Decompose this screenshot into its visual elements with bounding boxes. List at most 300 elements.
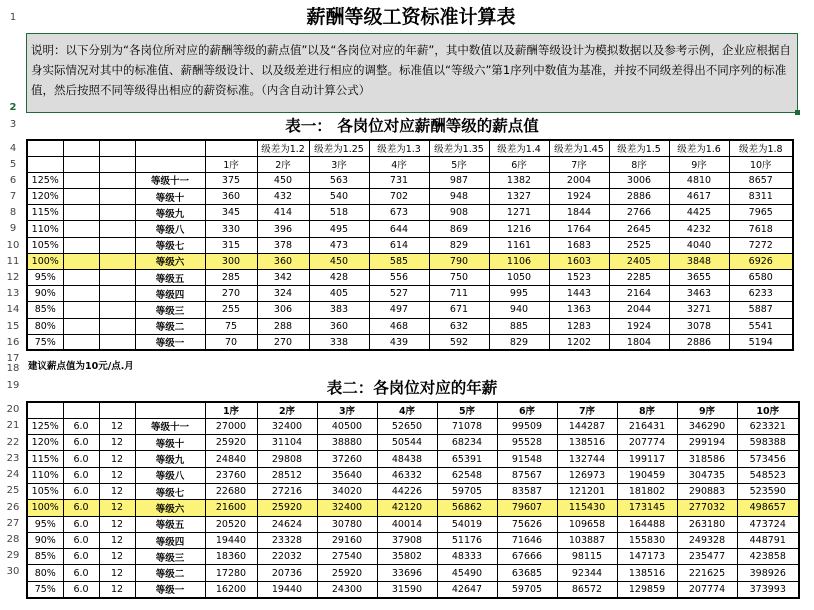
pct-cell[interactable]: 100%: [27, 500, 63, 516]
value-cell[interactable]: 548523: [737, 467, 799, 483]
value-cell[interactable]: 71078: [437, 418, 497, 434]
value-cell[interactable]: 33696: [377, 565, 437, 581]
level-cell[interactable]: 等级二: [135, 318, 205, 334]
value-cell[interactable]: 423858: [737, 549, 799, 565]
value-cell[interactable]: 1106: [489, 253, 549, 269]
empty-cell[interactable]: [63, 140, 99, 156]
value-cell[interactable]: 29808: [257, 451, 317, 467]
level-cell[interactable]: 等级一: [135, 581, 205, 597]
seq-header-cell[interactable]: 4序: [377, 402, 437, 418]
value-cell[interactable]: 383: [309, 302, 369, 318]
pct-cell[interactable]: 120%: [27, 435, 63, 451]
row-number[interactable]: 11: [6, 255, 20, 267]
empty-cell[interactable]: [99, 286, 135, 302]
value-cell[interactable]: 235477: [677, 549, 737, 565]
row-number[interactable]: 20: [6, 403, 20, 415]
value-cell[interactable]: 324: [257, 286, 309, 302]
row-number[interactable]: 17: [6, 352, 20, 364]
value-cell[interactable]: 439: [369, 334, 429, 350]
row-number[interactable]: 14: [6, 303, 20, 315]
value-cell[interactable]: 623321: [737, 418, 799, 434]
empty-cell[interactable]: [63, 237, 99, 253]
empty-cell[interactable]: [63, 156, 99, 172]
value-cell[interactable]: 7618: [729, 221, 793, 237]
value-cell[interactable]: 32400: [257, 418, 317, 434]
row-number[interactable]: 26: [6, 501, 20, 513]
seq-header-cell[interactable]: 4序: [369, 156, 429, 172]
value-cell[interactable]: 144287: [557, 418, 617, 434]
value-cell[interactable]: 2285: [609, 270, 669, 286]
value-cell[interactable]: 20736: [257, 565, 317, 581]
pct-cell[interactable]: 85%: [27, 549, 63, 565]
value-cell[interactable]: 673: [369, 205, 429, 221]
value-cell[interactable]: 598388: [737, 435, 799, 451]
value-cell[interactable]: 432: [257, 189, 309, 205]
empty-cell[interactable]: [99, 172, 135, 188]
row-number[interactable]: 30: [6, 565, 20, 577]
row-number[interactable]: 10: [6, 239, 20, 251]
value-cell[interactable]: 25920: [205, 435, 257, 451]
count-cell[interactable]: 12: [99, 451, 135, 467]
empty-cell[interactable]: [99, 318, 135, 334]
value-cell[interactable]: 221625: [677, 565, 737, 581]
value-cell[interactable]: 885: [489, 318, 549, 334]
value-cell[interactable]: 304735: [677, 467, 737, 483]
row-number[interactable]: 6: [9, 174, 17, 186]
empty-cell[interactable]: [99, 189, 135, 205]
value-cell[interactable]: 98115: [557, 549, 617, 565]
level-cell[interactable]: 等级七: [135, 237, 205, 253]
value-cell[interactable]: 1603: [549, 253, 609, 269]
row-number[interactable]: 18: [6, 362, 20, 374]
value-cell[interactable]: 398926: [737, 565, 799, 581]
value-cell[interactable]: 6580: [729, 270, 793, 286]
value-cell[interactable]: 40014: [377, 516, 437, 532]
value-cell[interactable]: 4425: [669, 205, 729, 221]
value-cell[interactable]: 2405: [609, 253, 669, 269]
row-number[interactable]: 3: [9, 118, 17, 130]
value-cell[interactable]: 987: [429, 172, 489, 188]
empty-cell[interactable]: [63, 402, 99, 418]
value-cell[interactable]: 8657: [729, 172, 793, 188]
value-cell[interactable]: 3655: [669, 270, 729, 286]
value-cell[interactable]: 138516: [617, 565, 677, 581]
value-cell[interactable]: 2766: [609, 205, 669, 221]
value-cell[interactable]: 164488: [617, 516, 677, 532]
value-cell[interactable]: 22032: [257, 549, 317, 565]
value-cell[interactable]: 632: [429, 318, 489, 334]
value-cell[interactable]: 44226: [377, 483, 437, 499]
value-cell[interactable]: 3848: [669, 253, 729, 269]
value-cell[interactable]: 199117: [617, 451, 677, 467]
value-cell[interactable]: 48438: [377, 451, 437, 467]
pct-cell[interactable]: 115%: [27, 205, 63, 221]
value-cell[interactable]: 360: [309, 318, 369, 334]
value-cell[interactable]: 378: [257, 237, 309, 253]
level-cell[interactable]: 等级十: [135, 189, 205, 205]
months-cell[interactable]: 6.0: [63, 483, 99, 499]
value-cell[interactable]: 24624: [257, 516, 317, 532]
row-number[interactable]: 22: [6, 436, 20, 448]
value-cell[interactable]: 48333: [437, 549, 497, 565]
row-number[interactable]: 15: [6, 320, 20, 332]
value-cell[interactable]: 995: [489, 286, 549, 302]
value-cell[interactable]: 40500: [317, 418, 377, 434]
value-cell[interactable]: 173145: [617, 500, 677, 516]
value-cell[interactable]: 1924: [549, 189, 609, 205]
value-cell[interactable]: 345: [205, 205, 257, 221]
value-cell[interactable]: 829: [429, 237, 489, 253]
value-cell[interactable]: 948: [429, 189, 489, 205]
value-cell[interactable]: 306: [257, 302, 309, 318]
value-cell[interactable]: 16200: [205, 581, 257, 597]
value-cell[interactable]: 1683: [549, 237, 609, 253]
value-cell[interactable]: 270: [205, 286, 257, 302]
pct-cell[interactable]: 75%: [27, 581, 63, 597]
empty-cell[interactable]: [99, 253, 135, 269]
level-cell[interactable]: 等级八: [135, 467, 205, 483]
value-cell[interactable]: 42120: [377, 500, 437, 516]
months-cell[interactable]: 6.0: [63, 451, 99, 467]
count-cell[interactable]: 12: [99, 516, 135, 532]
level-cell[interactable]: 等级五: [135, 270, 205, 286]
level-cell[interactable]: 等级十一: [135, 418, 205, 434]
value-cell[interactable]: 22680: [205, 483, 257, 499]
empty-cell[interactable]: [63, 334, 99, 350]
value-cell[interactable]: 190459: [617, 467, 677, 483]
pct-cell[interactable]: 120%: [27, 189, 63, 205]
empty-cell[interactable]: [63, 189, 99, 205]
value-cell[interactable]: 86572: [557, 581, 617, 597]
value-cell[interactable]: 4810: [669, 172, 729, 188]
value-cell[interactable]: 35802: [377, 549, 437, 565]
value-cell[interactable]: 592: [429, 334, 489, 350]
seq-header-cell[interactable]: 10序: [729, 156, 793, 172]
value-cell[interactable]: 498657: [737, 500, 799, 516]
row-number[interactable]: 24: [6, 468, 20, 480]
value-cell[interactable]: 527: [369, 286, 429, 302]
row-number[interactable]: 29: [6, 549, 20, 561]
value-cell[interactable]: 285: [205, 270, 257, 286]
value-cell[interactable]: 6233: [729, 286, 793, 302]
level-cell[interactable]: 等级三: [135, 302, 205, 318]
value-cell[interactable]: 31104: [257, 435, 317, 451]
pct-cell[interactable]: 80%: [27, 565, 63, 581]
empty-cell[interactable]: [63, 221, 99, 237]
pct-cell[interactable]: 105%: [27, 237, 63, 253]
value-cell[interactable]: 30780: [317, 516, 377, 532]
empty-cell[interactable]: [63, 318, 99, 334]
pct-cell[interactable]: 80%: [27, 318, 63, 334]
level-cell[interactable]: 等级四: [135, 532, 205, 548]
row-number[interactable]: 5: [9, 158, 17, 170]
level-cell[interactable]: 等级九: [135, 451, 205, 467]
value-cell[interactable]: 59705: [437, 483, 497, 499]
value-cell[interactable]: 147173: [617, 549, 677, 565]
value-cell[interactable]: 3271: [669, 302, 729, 318]
diff-header-cell[interactable]: 级差为1.3: [369, 140, 429, 156]
value-cell[interactable]: 2886: [609, 189, 669, 205]
value-cell[interactable]: 908: [429, 205, 489, 221]
value-cell[interactable]: 21600: [205, 500, 257, 516]
months-cell[interactable]: 6.0: [63, 418, 99, 434]
level-cell[interactable]: 等级十: [135, 435, 205, 451]
value-cell[interactable]: 31590: [377, 581, 437, 597]
count-cell[interactable]: 12: [99, 500, 135, 516]
value-cell[interactable]: 4040: [669, 237, 729, 253]
diff-header-cell[interactable]: 级差为1.35: [429, 140, 489, 156]
value-cell[interactable]: 540: [309, 189, 369, 205]
seq-header-cell[interactable]: 5序: [429, 156, 489, 172]
seq-header-cell[interactable]: 9序: [669, 156, 729, 172]
value-cell[interactable]: 373993: [737, 581, 799, 597]
empty-cell[interactable]: [135, 156, 205, 172]
value-cell[interactable]: 497: [369, 302, 429, 318]
row-number[interactable]: 27: [6, 517, 20, 529]
value-cell[interactable]: 51176: [437, 532, 497, 548]
value-cell[interactable]: 3006: [609, 172, 669, 188]
value-cell[interactable]: 1216: [489, 221, 549, 237]
row-number[interactable]: 2: [9, 102, 17, 113]
months-cell[interactable]: 6.0: [63, 467, 99, 483]
value-cell[interactable]: 207774: [617, 435, 677, 451]
value-cell[interactable]: 1844: [549, 205, 609, 221]
level-cell[interactable]: 等级一: [135, 334, 205, 350]
value-cell[interactable]: 5541: [729, 318, 793, 334]
pct-cell[interactable]: 90%: [27, 286, 63, 302]
value-cell[interactable]: 2525: [609, 237, 669, 253]
empty-cell[interactable]: [27, 402, 63, 418]
value-cell[interactable]: 8311: [729, 189, 793, 205]
pct-cell[interactable]: 75%: [27, 334, 63, 350]
value-cell[interactable]: 7272: [729, 237, 793, 253]
value-cell[interactable]: 1804: [609, 334, 669, 350]
value-cell[interactable]: 18360: [205, 549, 257, 565]
row-number[interactable]: 12: [6, 271, 20, 283]
seq-header-cell[interactable]: 6序: [497, 402, 557, 418]
value-cell[interactable]: 829: [489, 334, 549, 350]
level-cell[interactable]: 等级八: [135, 221, 205, 237]
value-cell[interactable]: 54019: [437, 516, 497, 532]
empty-cell[interactable]: [99, 221, 135, 237]
value-cell[interactable]: 2164: [609, 286, 669, 302]
value-cell[interactable]: 4232: [669, 221, 729, 237]
value-cell[interactable]: 1202: [549, 334, 609, 350]
level-cell[interactable]: 等级二: [135, 565, 205, 581]
value-cell[interactable]: 315: [205, 237, 257, 253]
value-cell[interactable]: 473724: [737, 516, 799, 532]
value-cell[interactable]: 1283: [549, 318, 609, 334]
level-cell[interactable]: 等级十一: [135, 172, 205, 188]
value-cell[interactable]: 63685: [497, 565, 557, 581]
value-cell[interactable]: 1050: [489, 270, 549, 286]
value-cell[interactable]: 17280: [205, 565, 257, 581]
value-cell[interactable]: 103887: [557, 532, 617, 548]
pct-cell[interactable]: 85%: [27, 302, 63, 318]
empty-cell[interactable]: [63, 286, 99, 302]
value-cell[interactable]: 731: [369, 172, 429, 188]
row-number[interactable]: 4: [9, 142, 17, 154]
months-cell[interactable]: 6.0: [63, 516, 99, 532]
note-cell[interactable]: [26, 33, 798, 113]
value-cell[interactable]: 3078: [669, 318, 729, 334]
value-cell[interactable]: 24840: [205, 451, 257, 467]
value-cell[interactable]: 29160: [317, 532, 377, 548]
diff-header-cell[interactable]: 级差为1.2: [257, 140, 309, 156]
level-cell[interactable]: 等级九: [135, 205, 205, 221]
value-cell[interactable]: 42647: [437, 581, 497, 597]
value-cell[interactable]: 1161: [489, 237, 549, 253]
value-cell[interactable]: 121201: [557, 483, 617, 499]
value-cell[interactable]: 342: [257, 270, 309, 286]
count-cell[interactable]: 12: [99, 565, 135, 581]
value-cell[interactable]: 1271: [489, 205, 549, 221]
value-cell[interactable]: 2886: [669, 334, 729, 350]
value-cell[interactable]: 24300: [317, 581, 377, 597]
value-cell[interactable]: 132744: [557, 451, 617, 467]
seq-header-cell[interactable]: 7序: [557, 402, 617, 418]
value-cell[interactable]: 405: [309, 286, 369, 302]
seq-header-cell[interactable]: 3序: [309, 156, 369, 172]
empty-cell[interactable]: [135, 140, 205, 156]
value-cell[interactable]: 37260: [317, 451, 377, 467]
value-cell[interactable]: 38880: [317, 435, 377, 451]
empty-cell[interactable]: [27, 140, 63, 156]
diff-header-cell[interactable]: 级差为1.6: [669, 140, 729, 156]
value-cell[interactable]: 79607: [497, 500, 557, 516]
value-cell[interactable]: 2645: [609, 221, 669, 237]
seq-header-cell[interactable]: 2序: [257, 402, 317, 418]
value-cell[interactable]: 87567: [497, 467, 557, 483]
empty-cell[interactable]: [27, 156, 63, 172]
value-cell[interactable]: 290883: [677, 483, 737, 499]
value-cell[interactable]: 414: [257, 205, 309, 221]
seq-header-cell[interactable]: 7序: [549, 156, 609, 172]
months-cell[interactable]: 6.0: [63, 549, 99, 565]
value-cell[interactable]: 27540: [317, 549, 377, 565]
value-cell[interactable]: 181802: [617, 483, 677, 499]
seq-header-cell[interactable]: 1序: [205, 156, 257, 172]
count-cell[interactable]: 12: [99, 418, 135, 434]
pct-cell[interactable]: 125%: [27, 172, 63, 188]
value-cell[interactable]: 5194: [729, 334, 793, 350]
value-cell[interactable]: 62548: [437, 467, 497, 483]
value-cell[interactable]: 396: [257, 221, 309, 237]
value-cell[interactable]: 518: [309, 205, 369, 221]
value-cell[interactable]: 52650: [377, 418, 437, 434]
value-cell[interactable]: 330: [205, 221, 257, 237]
level-cell[interactable]: 等级六: [135, 500, 205, 516]
empty-cell[interactable]: [99, 302, 135, 318]
value-cell[interactable]: 270: [257, 334, 309, 350]
value-cell[interactable]: 35640: [317, 467, 377, 483]
value-cell[interactable]: 25920: [257, 500, 317, 516]
count-cell[interactable]: 12: [99, 467, 135, 483]
value-cell[interactable]: 75: [205, 318, 257, 334]
value-cell[interactable]: 7965: [729, 205, 793, 221]
value-cell[interactable]: 126973: [557, 467, 617, 483]
value-cell[interactable]: 1363: [549, 302, 609, 318]
value-cell[interactable]: 37908: [377, 532, 437, 548]
months-cell[interactable]: 6.0: [63, 435, 99, 451]
value-cell[interactable]: 23328: [257, 532, 317, 548]
count-cell[interactable]: 12: [99, 483, 135, 499]
value-cell[interactable]: 115430: [557, 500, 617, 516]
value-cell[interactable]: 71646: [497, 532, 557, 548]
value-cell[interactable]: 556: [369, 270, 429, 286]
value-cell[interactable]: 99509: [497, 418, 557, 434]
empty-cell[interactable]: [63, 205, 99, 221]
value-cell[interactable]: 255: [205, 302, 257, 318]
seq-header-cell[interactable]: 2序: [257, 156, 309, 172]
empty-cell[interactable]: [63, 253, 99, 269]
row-number[interactable]: 23: [6, 452, 20, 464]
months-cell[interactable]: 6.0: [63, 532, 99, 548]
value-cell[interactable]: 2044: [609, 302, 669, 318]
value-cell[interactable]: 448791: [737, 532, 799, 548]
pct-cell[interactable]: 105%: [27, 483, 63, 499]
level-cell[interactable]: 等级五: [135, 516, 205, 532]
value-cell[interactable]: 2004: [549, 172, 609, 188]
empty-cell[interactable]: [63, 270, 99, 286]
value-cell[interactable]: 375: [205, 172, 257, 188]
value-cell[interactable]: 940: [489, 302, 549, 318]
value-cell[interactable]: 5887: [729, 302, 793, 318]
diff-header-cell[interactable]: 级差为1.5: [609, 140, 669, 156]
diff-header-cell[interactable]: 级差为1.4: [489, 140, 549, 156]
value-cell[interactable]: 138516: [557, 435, 617, 451]
value-cell[interactable]: 1382: [489, 172, 549, 188]
value-cell[interactable]: 32400: [317, 500, 377, 516]
row-number[interactable]: 16: [6, 336, 20, 348]
pct-cell[interactable]: 125%: [27, 418, 63, 434]
row-number[interactable]: 25: [6, 484, 20, 496]
value-cell[interactable]: 27000: [205, 418, 257, 434]
value-cell[interactable]: 6926: [729, 253, 793, 269]
value-cell[interactable]: 83587: [497, 483, 557, 499]
value-cell[interactable]: 473: [309, 237, 369, 253]
months-cell[interactable]: 6.0: [63, 581, 99, 597]
empty-cell[interactable]: [99, 140, 135, 156]
row-number[interactable]: 13: [6, 287, 20, 299]
level-cell[interactable]: 等级四: [135, 286, 205, 302]
value-cell[interactable]: 450: [257, 172, 309, 188]
value-cell[interactable]: 155830: [617, 532, 677, 548]
empty-cell[interactable]: [99, 334, 135, 350]
value-cell[interactable]: 360: [205, 189, 257, 205]
value-cell[interactable]: 3463: [669, 286, 729, 302]
value-cell[interactable]: 288: [257, 318, 309, 334]
level-cell[interactable]: 等级六: [135, 253, 205, 269]
empty-cell[interactable]: [135, 402, 205, 418]
value-cell[interactable]: 869: [429, 221, 489, 237]
count-cell[interactable]: 12: [99, 532, 135, 548]
value-cell[interactable]: 277032: [677, 500, 737, 516]
value-cell[interactable]: 19440: [205, 532, 257, 548]
value-cell[interactable]: 109658: [557, 516, 617, 532]
row-number[interactable]: 9: [9, 222, 17, 234]
value-cell[interactable]: 671: [429, 302, 489, 318]
value-cell[interactable]: 207774: [677, 581, 737, 597]
diff-header-cell[interactable]: 级差为1.45: [549, 140, 609, 156]
value-cell[interactable]: 95528: [497, 435, 557, 451]
months-cell[interactable]: 6.0: [63, 500, 99, 516]
seq-header-cell[interactable]: 6序: [489, 156, 549, 172]
value-cell[interactable]: 468: [369, 318, 429, 334]
seq-header-cell[interactable]: 5序: [437, 402, 497, 418]
value-cell[interactable]: 263180: [677, 516, 737, 532]
seq-header-cell[interactable]: 3序: [317, 402, 377, 418]
